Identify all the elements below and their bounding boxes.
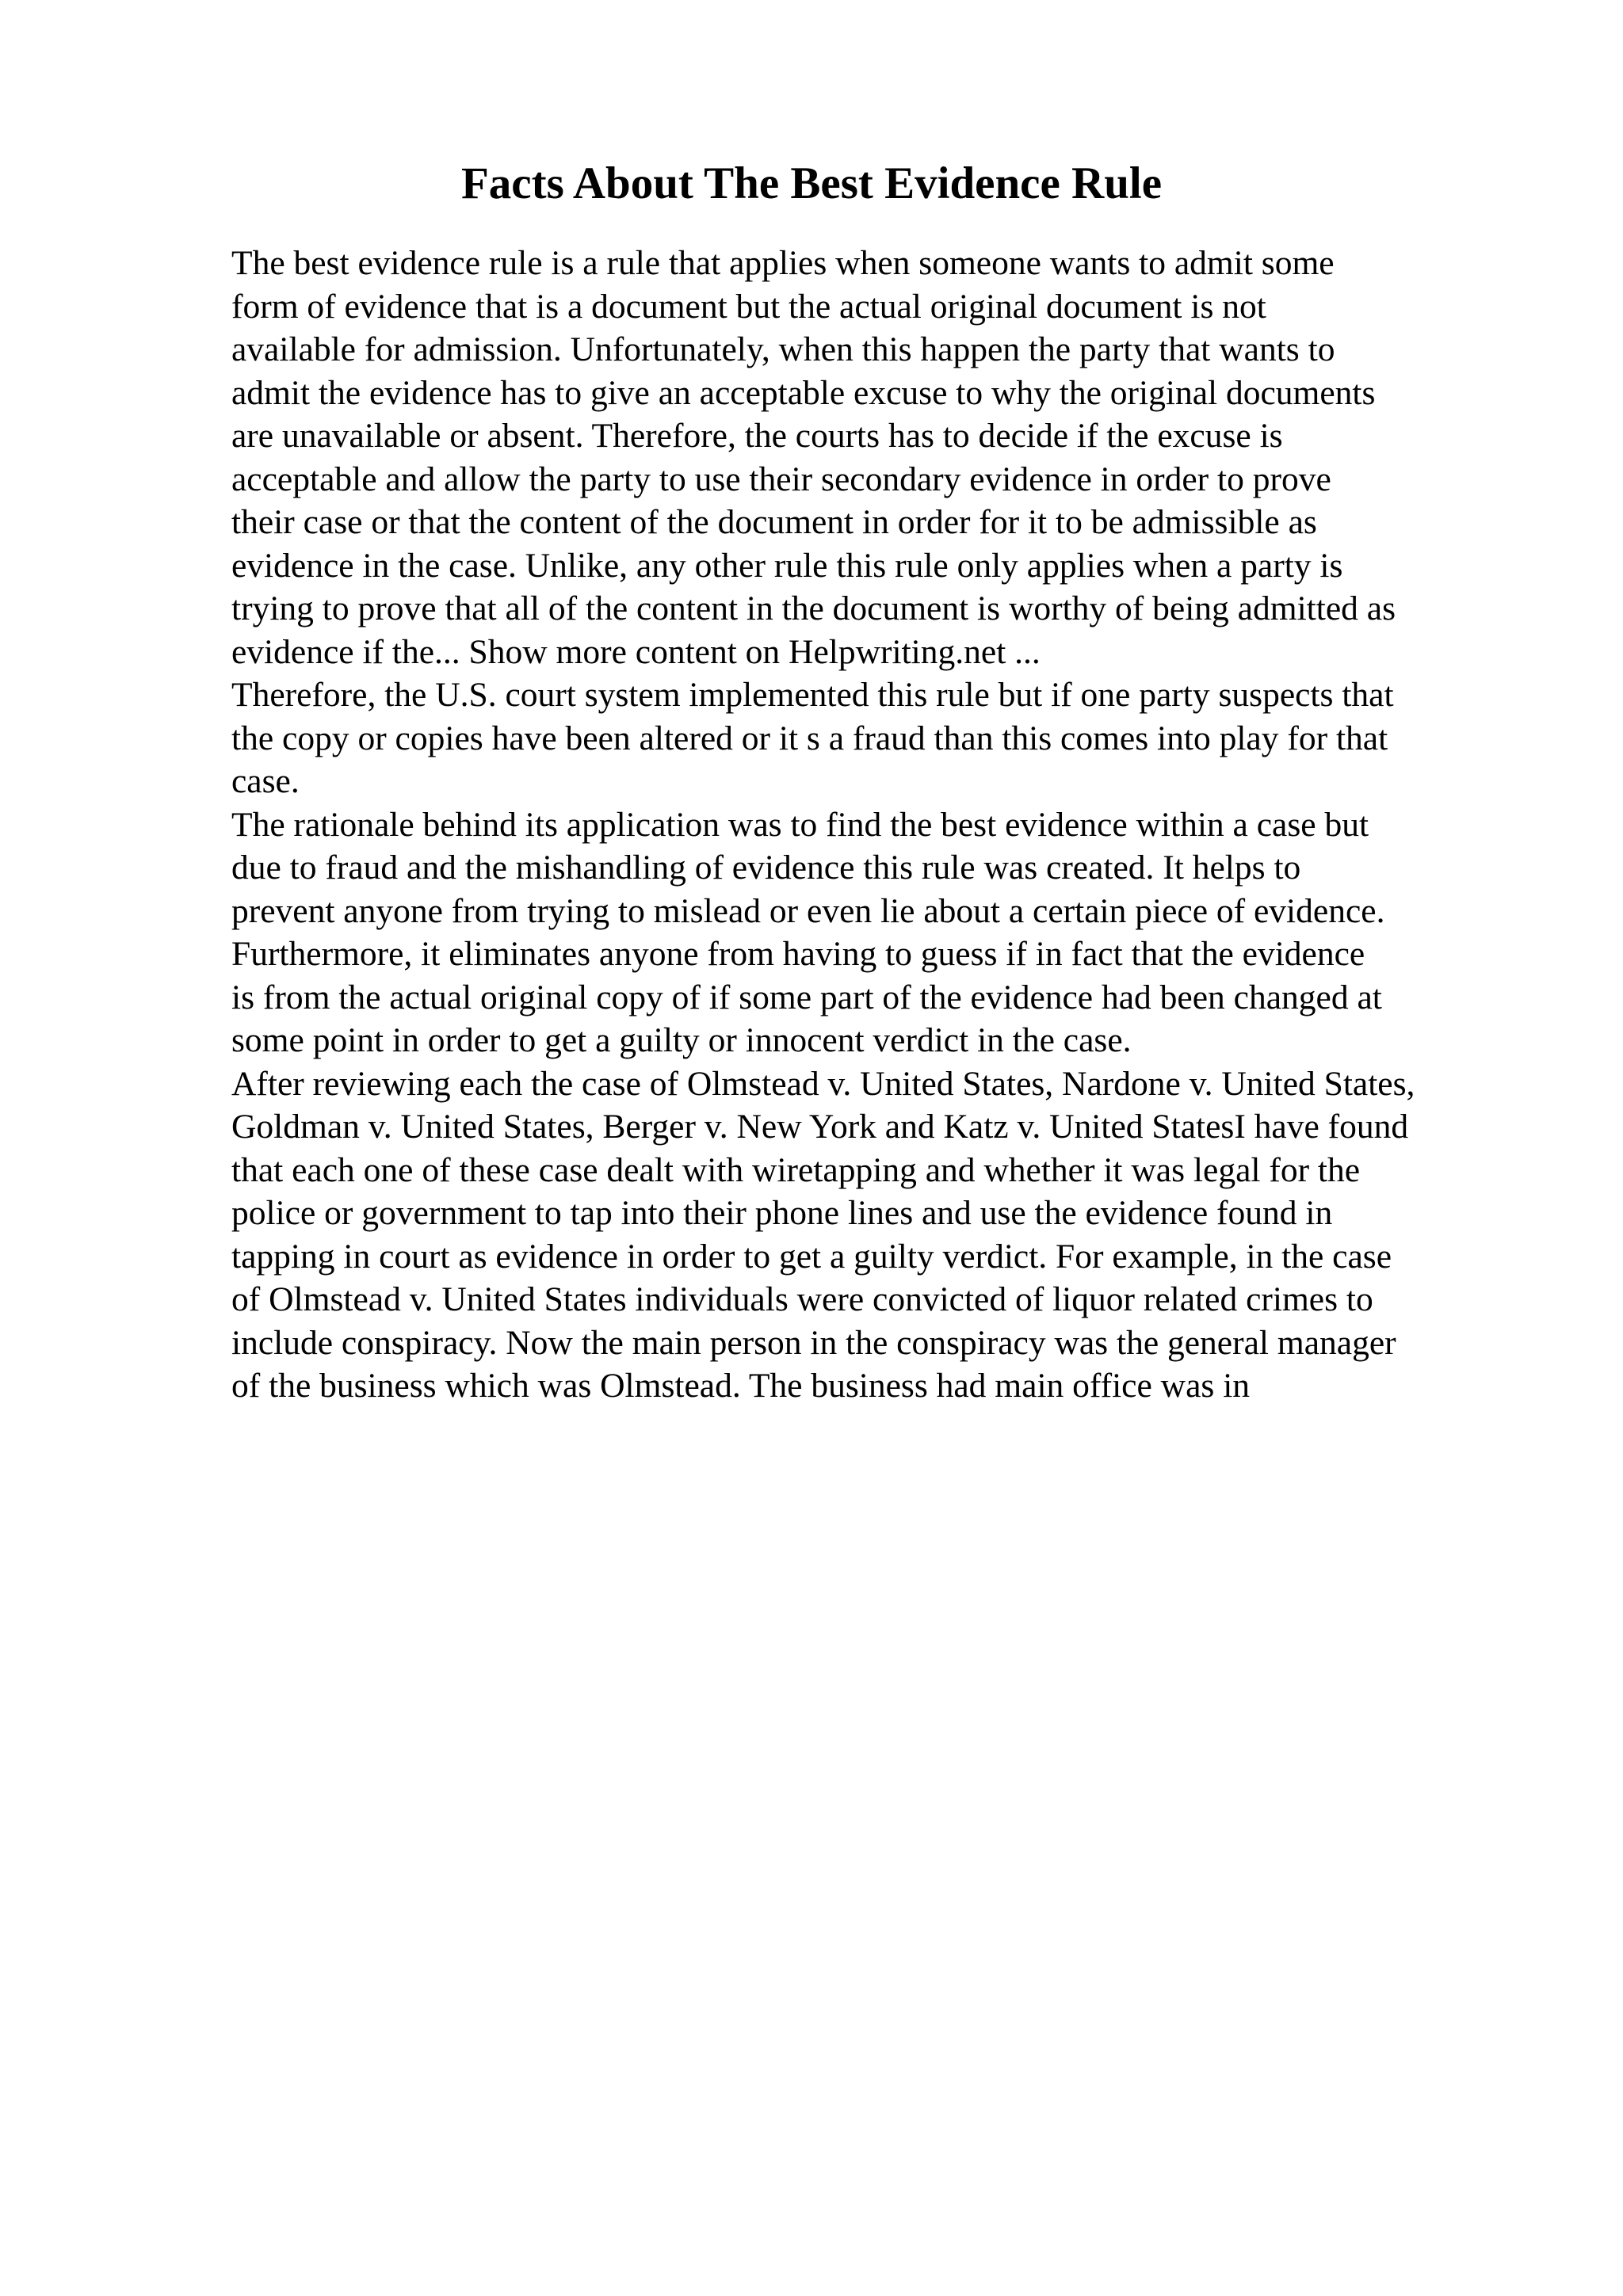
body-line: acceptable and allow the party to use their secondary evidence in order to prove: [231, 460, 1331, 498]
body-line: Goldman v. United States, Berger v. New York and Katz v. United StatesI have found: [231, 1108, 1409, 1146]
body-line: Therefore, the U.S. court system implemented this rule but if one party suspects that: [231, 676, 1394, 714]
body-line: is from the actual original copy of if some part of the evidence had been changed at: [231, 978, 1382, 1016]
body-line: of Olmstead v. United States individuals were convicted of liquor related crimes to: [231, 1280, 1373, 1318]
body-line: form of evidence that is a document but the actual original document is not: [231, 287, 1266, 326]
document-body: [231, 242, 1515, 1408]
body-line: of the business which was Olmstead. The business had main office was in: [231, 1367, 1251, 1405]
page-title: Facts About The Best Evidence Rule: [460, 158, 1163, 208]
body-line: are unavailable or absent. Therefore, the courts has to decide if the excuse is: [231, 417, 1283, 455]
body-line: admit the evidence has to give an acceptable excuse to why the original documents: [231, 373, 1376, 412]
body-line: After reviewing each the case of Olmstead v. United States, Nardone v. United States,: [231, 1064, 1415, 1103]
body-line: evidence in the case. Unlike, any other rule this rule only applies when a party is: [231, 546, 1343, 585]
body-line: available for admission. Unfortunately, when this happen the party that wants to: [231, 330, 1335, 368]
body-line: Furthermore, it eliminates anyone from having to guess if in fact that the evidence: [231, 935, 1365, 973]
body-line: due to fraud and the mishandling of evidence this rule was created. It helps to: [231, 849, 1301, 887]
body-line: the copy or copies have been altered or it s a fraud than this comes into play for that: [231, 719, 1388, 757]
body-line: their case or that the content of the document in order for it to be admissible as: [231, 503, 1317, 541]
body-line: tapping in court as evidence in order to get a guilty verdict. For example, in the case: [231, 1237, 1392, 1276]
body-line: some point in order to get a guilty or innocent verdict in the case.: [231, 1021, 1132, 1059]
body-line: police or government to tap into their phone lines and use the evidence found in: [231, 1194, 1333, 1232]
body-line: evidence if the... Show more content on Helpwriting.net ...: [231, 632, 1041, 671]
body-line: The best evidence rule is a rule that applies when someone wants to admit some: [231, 244, 1335, 282]
body-line: case.: [231, 762, 300, 800]
body-line: The rationale behind its application was to find the best evidence within a case but: [231, 805, 1369, 844]
body-line: that each one of these case dealt with wiretapping and whether it was legal for the: [231, 1150, 1361, 1189]
body-line: prevent anyone from trying to mislead or even lie about a certain piece of evidence.: [231, 891, 1385, 930]
body-line: trying to prove that all of the content in the document is worthy of being admitted as: [231, 589, 1396, 627]
body-line: include conspiracy. Now the main person in the conspiracy was the general manager: [231, 1323, 1396, 1362]
